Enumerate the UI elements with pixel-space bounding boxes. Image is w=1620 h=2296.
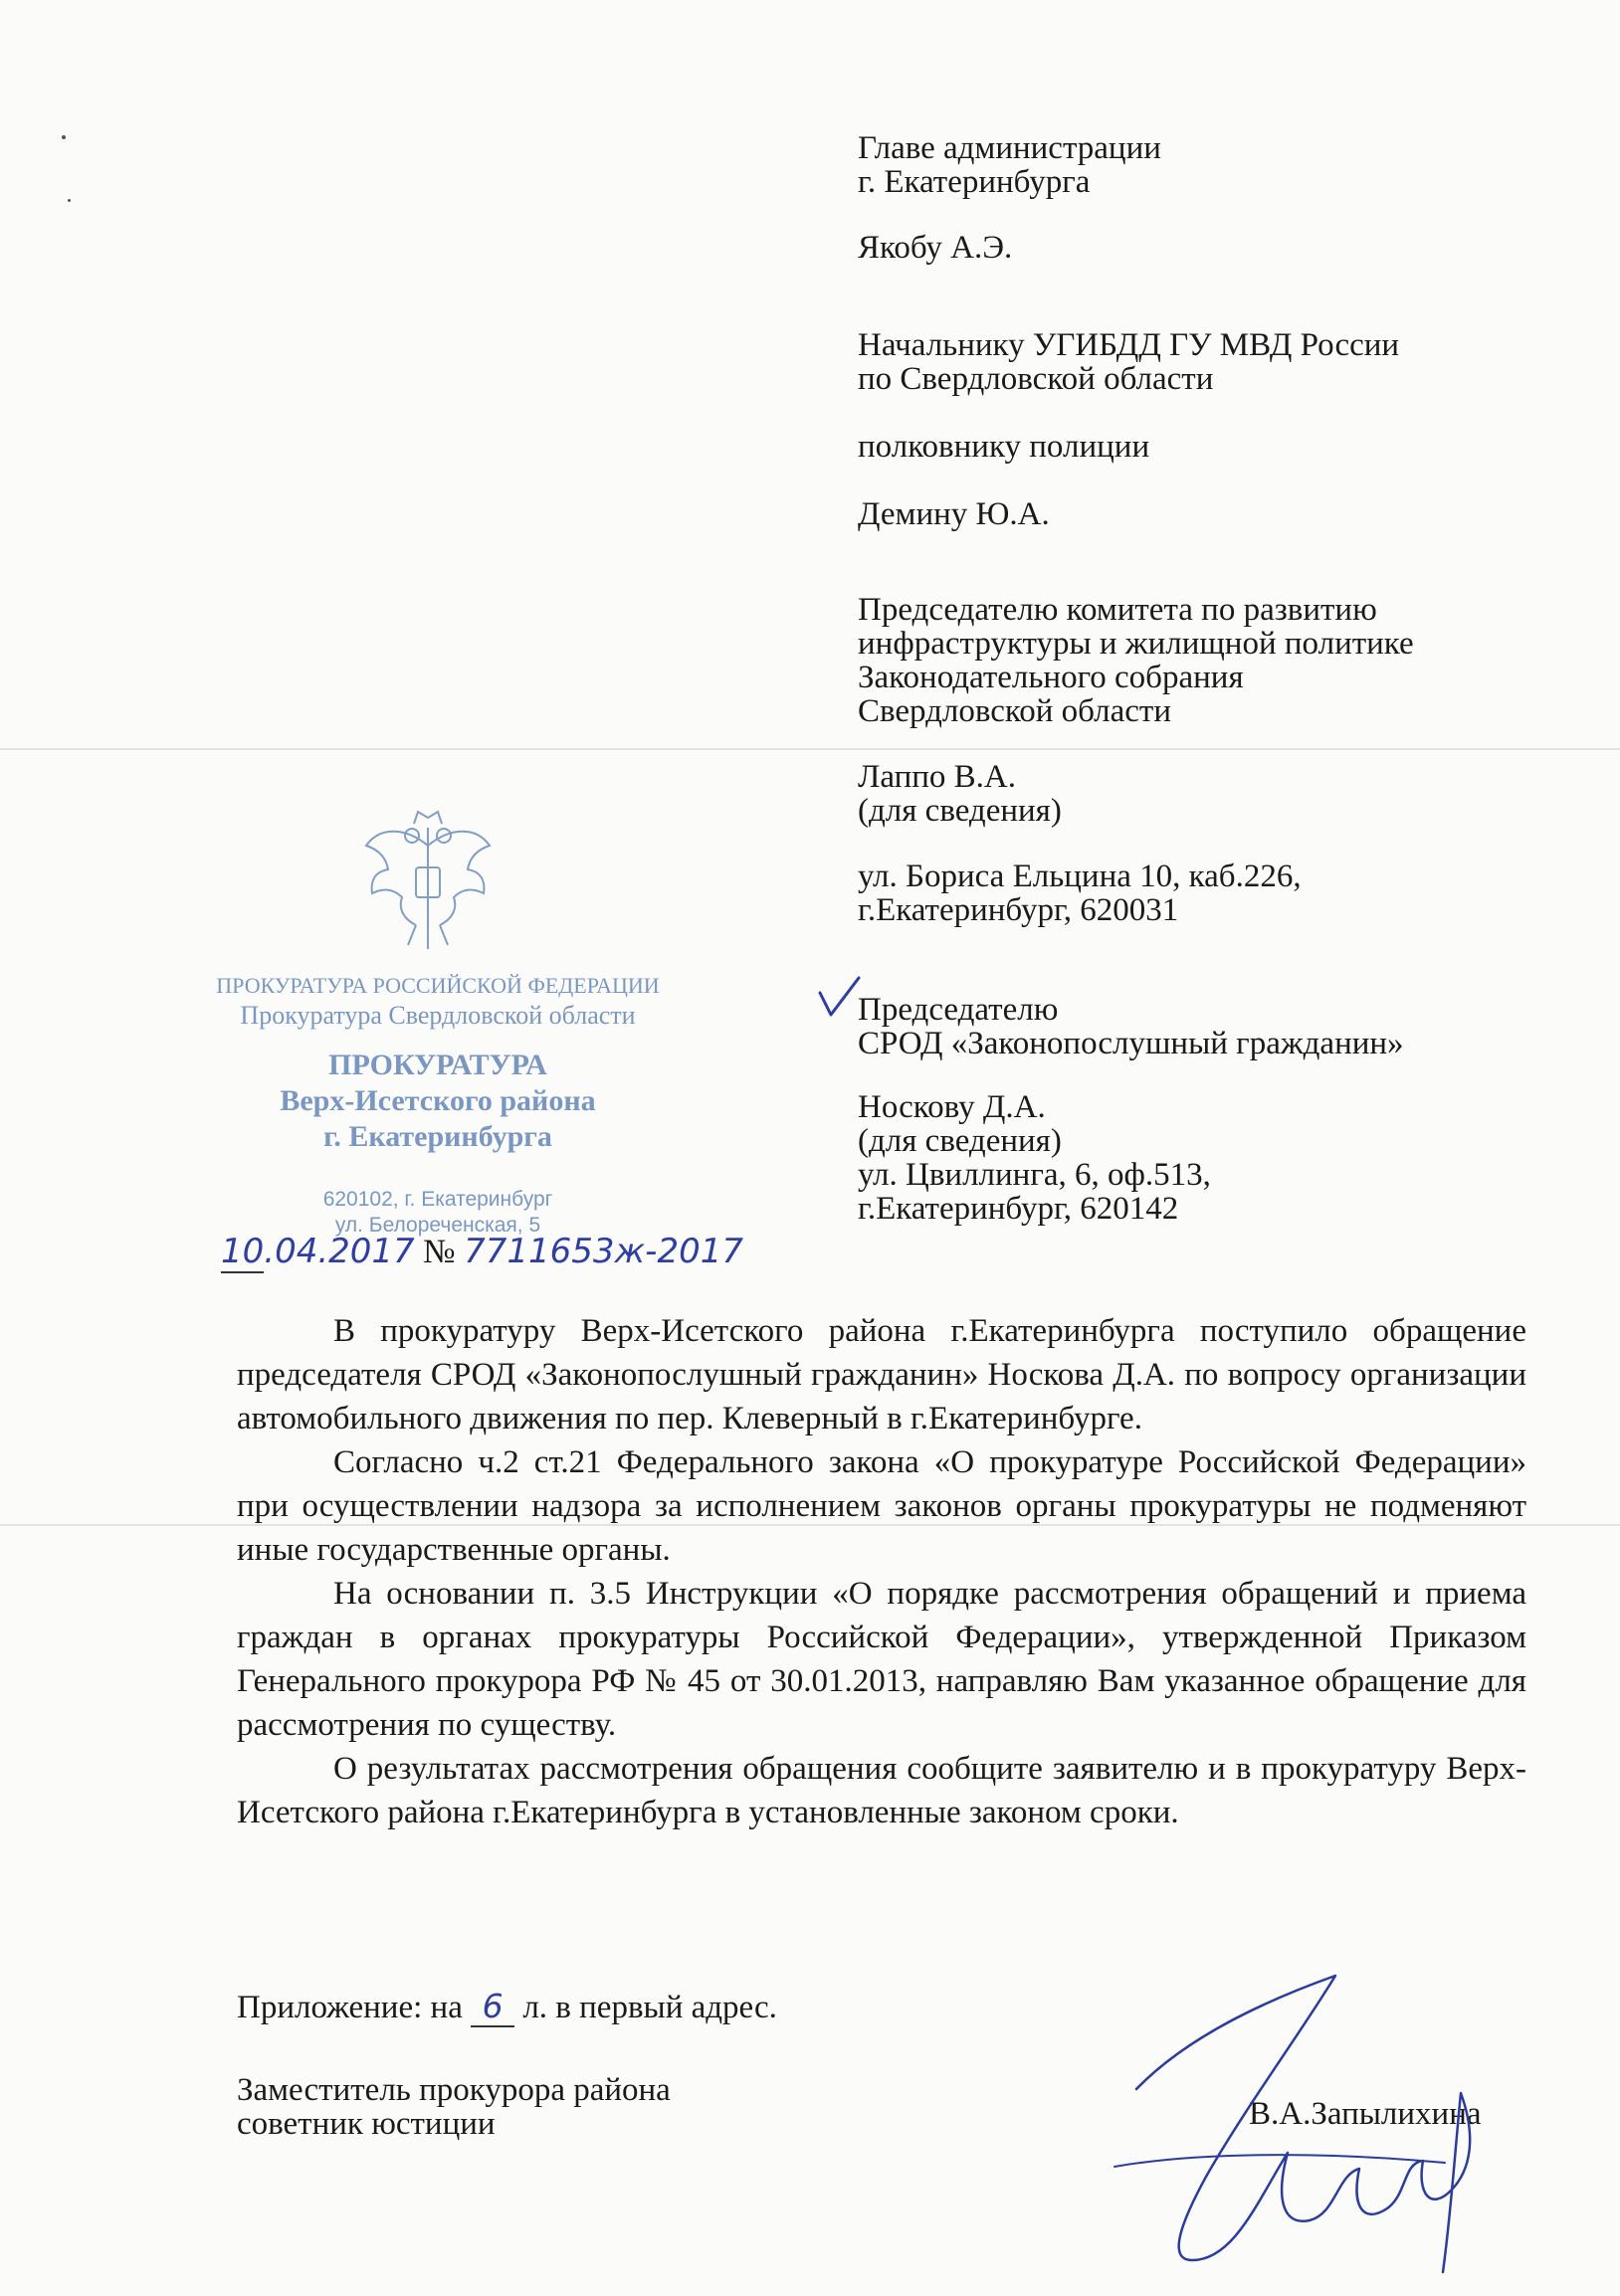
recipient-srod-chair: Председателю СРОД «Законопослушный гражданин» (858, 992, 1404, 1061)
handwritten-signature (1075, 1940, 1513, 2278)
registration-line (221, 1232, 743, 1273)
attachment-prefix: Приложение: на (237, 1990, 463, 2025)
attachment-line (237, 1987, 777, 2027)
body-paragraph-4: О результатах рассмотрения обращения сообщите заявителю и в прокуратуру Верх-Исетского района г.Екатеринбурга в установленные законом сроки. (237, 1751, 1526, 1830)
signer-name: В.А.Запылихина (1249, 2096, 1482, 2132)
coat-of-arms-icon (358, 806, 498, 955)
recipient-name-yakob: Якобу А.Э. (858, 230, 1013, 266)
stamp-line-street: ул. Белореченская, 5 (334, 1214, 541, 1237)
recipient-name-demin: Демину Ю.А. (858, 496, 1050, 532)
stamp-line-federation: ПРОКУРАТУРА РОССИЙСКОЙ ФЕДЕРАЦИИ (216, 973, 660, 998)
stamp-line-city: г. Екатеринбурга (323, 1120, 552, 1153)
registration-number-sign: № (423, 1234, 456, 1270)
letter-body (237, 1309, 1526, 1834)
registration-day: 10 (221, 1232, 265, 1271)
stamp-line-region: Прокуратура Свердловской области (240, 1001, 636, 1030)
prosecutor-office-stamp (204, 806, 672, 1244)
body-paragraph-2: Согласно ч.2 ст.21 Федерального закона «О прокуратуре Российской Федерации» при осуществлении надзора за исполнением законов органы прокуратуры не подменяют иные государственные органы. (237, 1444, 1526, 1568)
stamp-line-district: Верх-Исетского района (280, 1084, 596, 1117)
recipient-head-admin: Главе администрации г. Екатеринбурга (858, 130, 1161, 200)
attachment-suffix: л. в первый адрес. (522, 1990, 777, 2025)
signer-title: Заместитель прокурора района советник юстиции (237, 2072, 671, 2142)
checkmark-icon (816, 975, 862, 1019)
stamp-line-postcode: 620102, г. Екатеринбург (322, 1188, 553, 1211)
recipient-name-lappo: Лаппо В.А. (для сведения) (858, 759, 1062, 829)
scan-speck (62, 135, 66, 139)
scan-speck (68, 199, 71, 202)
recipient-head-ugibdd: Начальнику УГИБДД ГУ МВД России по Свердловской области (858, 327, 1400, 397)
paper-fold-upper (0, 748, 1620, 750)
body-paragraph-3: На основании п. 3.5 Инструкции «О порядке рассмотрения обращений и приема граждан в органах прокуратуры Российской Федерации», утвержденной Приказом Генерального прокурора РФ № 45 от 30.01.2013, направляю Вам указанное обращение для рассмотрения по существу. (237, 1576, 1526, 1743)
recipient-committee-chair: Председателю комитета по развитию инфраструктуры и жилищной политике Законодательного собрания Свердловской области (858, 592, 1414, 729)
registration-date: .04.2017 (264, 1232, 415, 1271)
recipient-address-lappo: ул. Бориса Ельцина 10, каб.226, г.Екатеринбург, 620031 (858, 859, 1302, 928)
recipient-name-noskov: Носкову Д.А. (для сведения) ул. Цвиллинга, 6, оф.513, г.Екатеринбург, 620142 (858, 1089, 1211, 1227)
body-paragraph-1: В прокуратуру Верх-Исетского района г.Екатеринбурга поступило обращение председателя СРОД «Законопослушный гражданин» Носкова Д.А. по вопросу организации автомобильного движения по пер. Клеверный в г.Екатеринбурге. (237, 1313, 1526, 1436)
recipient-rank: полковнику полиции (858, 429, 1150, 465)
stamp-line-office: ПРОКУРАТУРА (328, 1049, 547, 1081)
attachment-pages: 6 (471, 1987, 514, 2027)
registration-number: 7711653ж-2017 (464, 1232, 743, 1271)
